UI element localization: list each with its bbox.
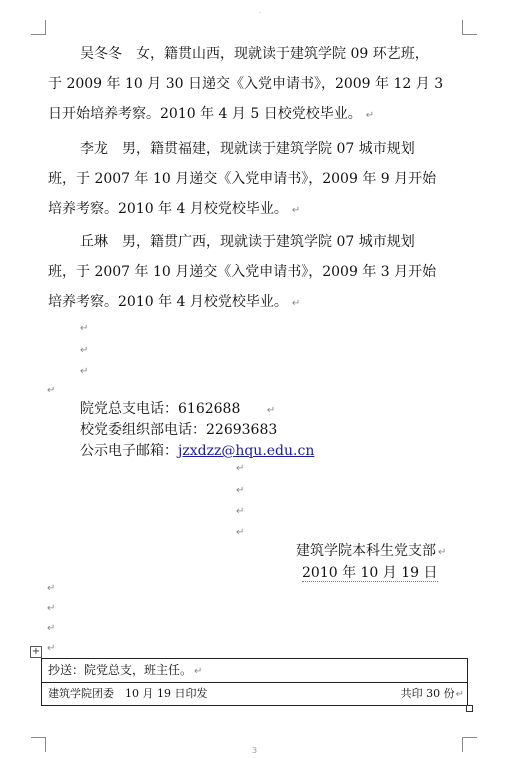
paragraph-mark-icon: ↵ [438,547,447,558]
paragraph-qiu [48,227,468,319]
paragraph-mark-icon: ↵ [80,345,89,356]
paragraph-mark-icon: ↵ [291,298,301,309]
paragraph-mark-icon: ↵ [80,323,89,334]
crop-mark-top-right [462,20,477,35]
paragraph-line: 培养考察。2010 年 4 月校党校毕业。 ↵ [48,294,301,310]
paragraph-mark-icon: ↵ [236,485,245,496]
cc-line: 抄送：院党总支，班主任。 ↵ [48,663,203,677]
signature-date: 2010 年 10 月 19 日 [302,565,438,581]
paragraph-mark-icon: ↵ [236,506,245,517]
contact-phone-organization-dept [80,419,277,441]
table-row [42,683,467,705]
paragraph-mark-icon: ↵ [365,110,375,121]
paragraph-mark-icon: ↵ [194,666,203,677]
table-resize-handle[interactable] [466,705,473,712]
paragraph-mark-icon: ↵ [47,603,56,614]
paragraph-mark-icon: ↵ [80,366,89,377]
contact-label: 校党委组织部电话： [80,422,206,438]
contact-label: 公示电子邮箱： [80,443,178,459]
page-number: 3 [252,746,258,755]
table-row [42,659,467,683]
copies-count: 共印 30 份↵ [400,687,464,700]
crop-mark-top-left [31,20,46,35]
paragraph-mark-icon: ↵ [236,463,245,474]
email-link[interactable]: jzxdzz@hqu.edu.cn [178,443,315,459]
crop-mark-bottom-right [462,737,477,752]
issued-by: 建筑学院团委 10 月 19 日印发 [48,687,208,700]
paragraph-line: 于 2009 年 10 月 30 日递交《入党申请书》，2009 年 12 月 3 [48,76,444,92]
paragraph-line: 李龙 男，籍贯福建，现就读于建筑学院 07 城市规划 [80,141,415,157]
contact-label: 院党总支电话： [80,401,178,417]
paragraph-mark-icon: ↵ [47,643,56,654]
paragraph-mark-icon: ↵ [47,385,56,396]
signature-org: 建筑学院本科生党支部 ↵ [296,543,447,559]
paragraph-line: 丘琳 男，籍贯广西，现就读于建筑学院 07 城市规划 [80,234,415,250]
paragraph-mark-icon: ↵ [266,405,276,416]
paragraph-line: 吴冬冬 女，籍贯山西，现就读于建筑学院 09 环艺班， [80,46,429,62]
paragraph-mark-icon: ↵ [47,583,56,594]
contact-email [80,440,314,462]
paragraph-line: 日开始培养考察。2010 年 4 月 5 日校党校毕业。 ↵ [48,106,375,122]
paragraph-line: 培养考察。2010 年 4 月校党校毕业。 ↵ [48,201,301,217]
contact-value: 6162688 [178,401,241,417]
paragraph-mark-icon: ↵ [291,205,301,216]
paragraph-li [48,134,468,226]
paragraph-mark-icon: ↵ [236,527,245,538]
contact-value: 22693683 [206,422,278,438]
distribution-table [41,658,468,706]
paragraph-wu [48,39,468,131]
paragraph-line: 班，于 2007 年 10 月递交《入党申请书》，2009 年 3 月开始 [48,264,437,280]
paragraph-mark-icon: ↵ [455,689,464,700]
move-handle-icon[interactable]: + [31,646,41,657]
crop-mark-bottom-left [31,737,46,752]
paragraph-line: 班，于 2007 年 10 月递交《入党申请书》，2009 年 9 月开始 [48,171,437,187]
paragraph-mark-icon: ↵ [47,623,56,634]
header-dot: · [259,10,261,17]
